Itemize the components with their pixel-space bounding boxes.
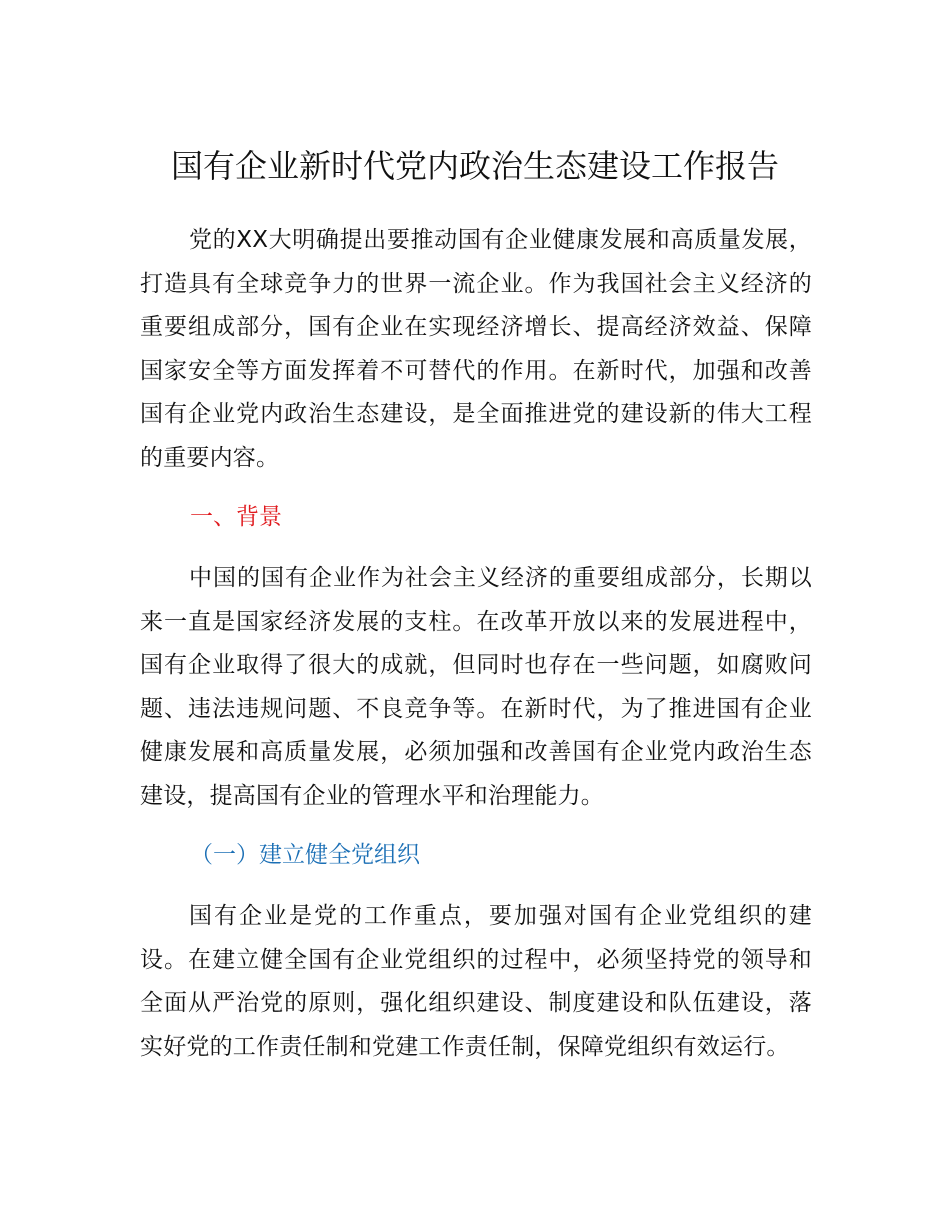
subsection-heading-party-organization: （一）建立健全党组织 [190,842,420,868]
party-organization-paragraph: 国有企业是党的工作重点，要加强对国有企业党组织的建设。在建立健全国有企业党组织的过程中，必须坚持党的领导和全面从严治党的原则，强化组织建设、制度建设和队伍建设，落实好党的工作责任制和党建工作责任制，保障党组织有效运行。 [140,903,812,1060]
section-heading-background: 一、背景 [190,504,282,530]
document-title: 国有企业新时代党内政治生态建设工作报告 [170,147,779,185]
background-paragraph: 中国的国有企业作为社会主义经济的重要组成部分，长期以来一直是国家经济发展的支柱。在改革开放以来的发展进程中，国有企业取得了很大的成就，但同时也存在一些问题，如腐败问题、违法违规问题、不良竞争等。在新时代，为了推进国有企业健康发展和高质量发展，必须加强和改善国有企业党内政治生态建设，提高国有企业的管理水平和治理能力。 [140,565,812,809]
intro-paragraph: 党的XX大明确提出要推动国有企业健康发展和高质量发展，打造具有全球竞争力的世界一流企业。作为我国社会主义经济的重要组成部分，国有企业在实现经济增长、提高经济效益、保障国家安全等方面发挥着不可替代的作用。在新时代，加强和改善国有企业党内政治生态建设，是全面推进党的建设新的伟大工程的重要内容。 [140,227,812,471]
